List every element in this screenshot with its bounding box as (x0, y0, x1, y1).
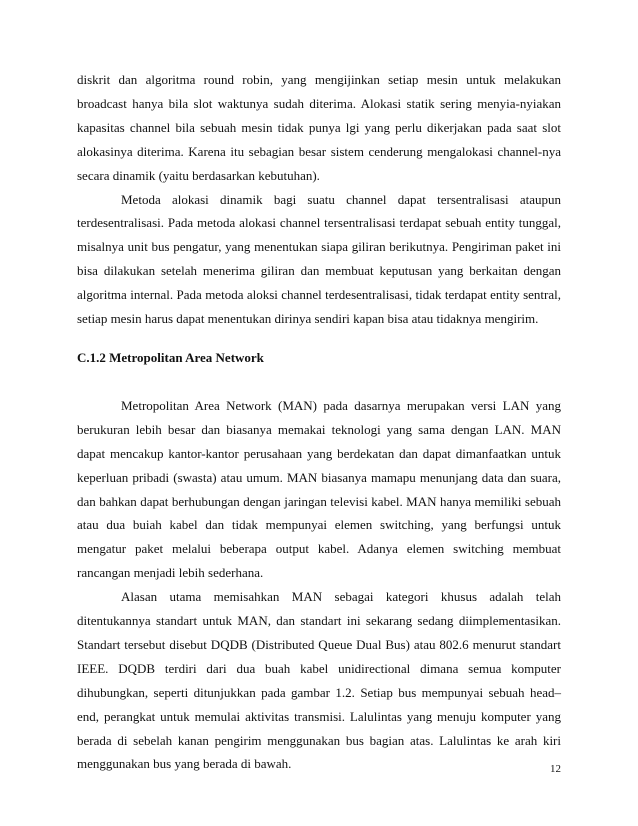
paragraph-dynamic-allocation: Metoda alokasi dinamik bagi suatu channel dapat tersentralisasi ataupun terdesentralisasi. Pada metoda alokasi channel tersentralisasi terdapat sebuah entity tunggal, misalnya unit bus pengatur, yang menentukan siapa giliran berikutnya. Pengiriman paket ini bisa dilakukan setelah menerima giliran dan membuat keputusan yang berkaitan dengan algoritma internal. Pada metoda aloksi channel terdesentralisasi, tidak terdapat entity sentral, setiap mesin harus dapat menentukan dirinya sendiri kapan bisa atau tidaknya mengirim. (77, 191, 561, 327)
page-number: 12 (550, 763, 561, 775)
paragraph-man-standard: Alasan utama memisahkan MAN sebagai kategori khusus adalah telah ditentukannya standart untuk MAN, dan standart ini sekarang sedang diimplementasikan. Standart tersebut disebut DQDB (Distributed Queue Dual Bus) atau 802.6 menurut standart IEEE. DQDB terdiri dari dua buah kabel unidirectional dimana semua komputer dihubungkan, seperti ditunjukkan pada gambar 1.2. Setiap bus mempunyai sebuah head–end, perangkat untuk memulai aktivitas transmisi. Lalulintas yang menuju komputer yang berada di sebelah kanan pengirim menggunakan bus bagian atas. Lalulintas ke arah kiri menggunakan bus yang berada di bawah. (77, 589, 561, 772)
page-content (77, 68, 561, 776)
paragraph-man-overview: Metropolitan Area Network (MAN) pada dasarnya merupakan versi LAN yang berukuran lebih besar dan biasanya memakai teknologi yang sama dengan LAN. MAN dapat mencakup kantor-kantor perusahaan yang berdekatan dan dapat dimanfaatkan untuk keperluan pribadi (swasta) atau umum. MAN biasanya mamapu menunjang data dan suara, dan bahkan dapat berhubungan dengan jaringan televisi kabel. MAN hanya memiliki sebuah atau dua buiah kabel dan tidak mempunyai elemen switching, yang berfungsi untuk mengatur paket melalui beberapa output kabel. Adanya elemen switching membuat rancangan menjadi lebih sederhana. (77, 397, 561, 581)
paragraph-allocation-static: diskrit dan algoritma round robin, yang mengijinkan setiap mesin untuk melakukan broadcast hanya bila slot waktunya sudah diterima. Alokasi statik sering menyia-nyiakan kapasitas channel bila sebuah mesin tidak punya lgi yang perlu dikerjakan pada saat slot alokasinya diterima. Karena itu sebagian besar sistem cenderung mengalokasi channel-nya secara dinamik (yaitu berdasarkan kebutuhan). (77, 72, 561, 183)
section-heading: C.1.2 Metropolitan Area Network (77, 349, 264, 365)
